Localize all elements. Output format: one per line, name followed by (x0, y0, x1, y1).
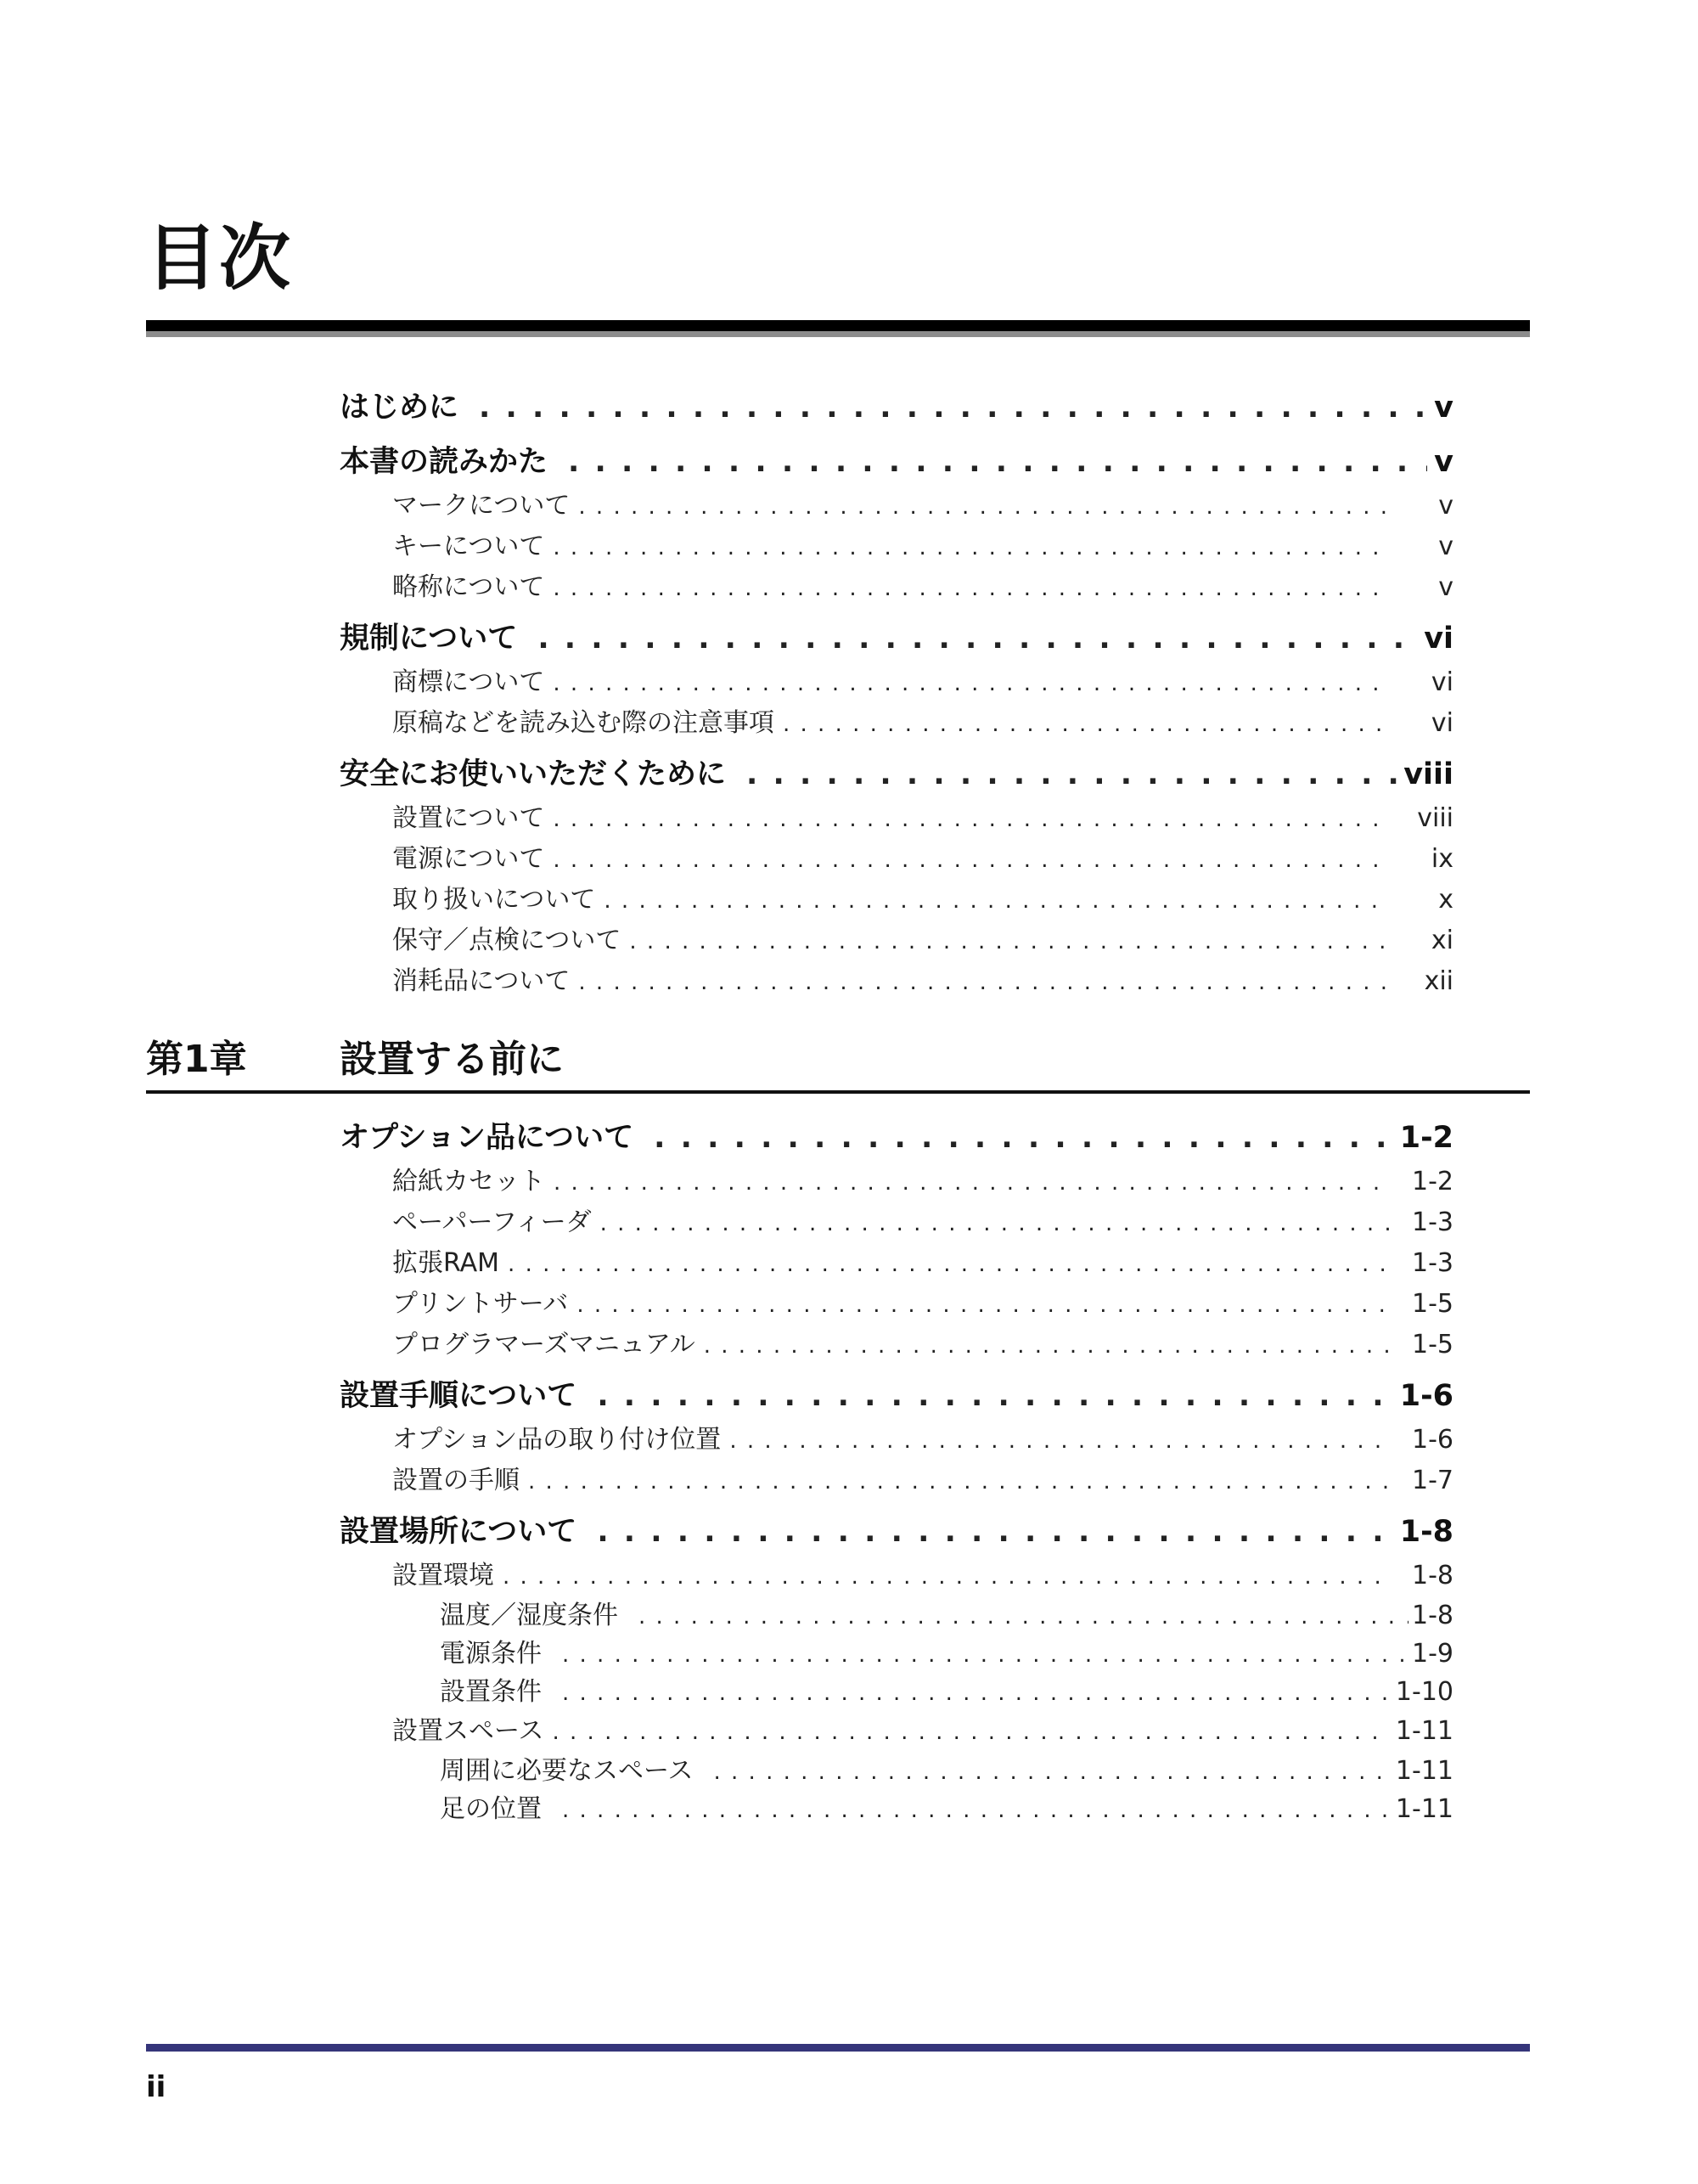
toc-subitem-title: 設置条件 (440, 1677, 542, 1707)
toc-item-page: xi (1431, 926, 1453, 955)
toc-item-page: 1-2 (1412, 1167, 1453, 1196)
toc-item-page: 1-6 (1412, 1425, 1453, 1455)
toc-item-page: x (1438, 885, 1453, 915)
toc-section-page: 1-6 (1399, 1379, 1453, 1413)
toc-section-title: 本書の読みかた (340, 445, 548, 479)
dot-leader (553, 840, 1391, 880)
dot-leader (537, 615, 1417, 662)
front-matter-toc (340, 384, 1453, 1002)
dot-leader (568, 438, 1427, 486)
toc-item-page: xii (1424, 966, 1453, 996)
toc-item-title: 原稿などを読み込む際の注意事項 (392, 708, 774, 738)
dot-leader (553, 568, 1391, 608)
dot-leader (704, 1326, 1391, 1365)
toc-section-title: 設置手順について (340, 1379, 577, 1413)
chapter-rule (146, 1090, 1530, 1094)
toc-item-title: 保守／点検について (392, 926, 621, 955)
toc-item-title: プリントサーバ (392, 1289, 569, 1319)
toc-subitem-title: 周囲に必要なスペース (440, 1756, 694, 1786)
toc-item[interactable] (340, 1162, 1453, 1202)
toc-subitem[interactable] (340, 1635, 1453, 1673)
section-gap (340, 1501, 1453, 1508)
toc-section-page: v (1434, 445, 1453, 479)
toc-subitem-page: 1-9 (1412, 1639, 1453, 1669)
dot-leader (553, 663, 1391, 703)
toc-item-page: vi (1431, 708, 1453, 738)
toc-subitem-page: 1-11 (1395, 1756, 1453, 1786)
toc-section[interactable] (340, 1372, 1453, 1420)
toc-item-page: 1-3 (1412, 1207, 1453, 1237)
dot-leader (638, 1598, 1408, 1635)
toc-subitem-page: 1-10 (1395, 1677, 1453, 1707)
toc-section-title: 設置場所について (340, 1515, 577, 1549)
toc-section[interactable] (340, 1508, 1453, 1556)
toc-item-title: 取り扱いについて (392, 885, 596, 915)
toc-section[interactable] (340, 438, 1453, 486)
toc-section-title: 安全にお使いいただくために (340, 757, 727, 791)
toc-section-page: v (1434, 391, 1453, 425)
title-rule (146, 320, 1530, 331)
toc-item-title: キーについて (392, 532, 545, 561)
dot-leader (600, 1203, 1391, 1243)
dot-leader (729, 1421, 1391, 1461)
toc-item-page: v (1438, 491, 1453, 521)
toc-item-page: v (1438, 532, 1453, 561)
toc-item[interactable] (340, 1202, 1453, 1243)
toc-item-title: 消耗品について (392, 966, 571, 996)
toc-item-page: v (1438, 572, 1453, 602)
toc-item-title: 給紙カセット (392, 1167, 545, 1196)
toc-item[interactable] (340, 1711, 1453, 1752)
toc-item-title: マークについて (392, 491, 571, 521)
dot-leader (508, 1244, 1391, 1284)
dot-leader (576, 1285, 1391, 1325)
toc-section-title: オプション品について (340, 1121, 634, 1155)
toc-item-title: 電源について (392, 844, 545, 874)
toc-subitem[interactable] (340, 1596, 1453, 1635)
toc-item-title: 設置について (392, 803, 545, 833)
dot-leader (562, 1675, 1392, 1711)
toc-subitem-title: 足の位置 (440, 1794, 542, 1824)
toc-item-page: 1-7 (1412, 1466, 1453, 1495)
toc-section[interactable] (340, 384, 1453, 431)
toc-item-title: 略称について (392, 572, 545, 602)
dot-leader (578, 962, 1391, 1002)
chapter-number: 第1章 (146, 1038, 247, 1081)
toc-item[interactable] (340, 1461, 1453, 1501)
toc-item-title: 拡張RAM (392, 1248, 500, 1278)
dot-leader (629, 921, 1391, 961)
toc-item[interactable] (340, 920, 1453, 961)
toc-section-page: 1-8 (1399, 1515, 1453, 1549)
toc-item[interactable] (340, 798, 1453, 839)
toc-section-page: viii (1403, 757, 1453, 791)
page-number: ii (146, 2070, 166, 2104)
dot-leader (562, 1792, 1392, 1828)
toc-item-title: 設置環境 (392, 1561, 494, 1590)
toc-subitem[interactable] (340, 1673, 1453, 1711)
dot-leader (597, 1372, 1392, 1420)
toc-item-title: 設置スペース (392, 1716, 544, 1746)
dot-leader (578, 487, 1391, 526)
dot-leader (528, 1461, 1391, 1501)
dot-leader (553, 1712, 1384, 1752)
toc-item[interactable] (340, 1243, 1453, 1284)
toc-item[interactable] (340, 1420, 1453, 1461)
toc-subitem-title: 温度／湿度条件 (440, 1601, 618, 1630)
toc-section-page: vi (1424, 622, 1453, 656)
dot-leader (714, 1753, 1392, 1790)
section-gap (340, 744, 1453, 751)
chapter-title: 設置する前に (340, 1038, 564, 1081)
toc-item[interactable] (340, 1556, 1453, 1596)
toc-item-title: オプション品の取り付け位置 (392, 1425, 722, 1455)
dot-leader (554, 1162, 1391, 1202)
toc-item-page: 1-8 (1412, 1561, 1453, 1590)
toc-item[interactable] (340, 567, 1453, 608)
toc-subitem[interactable] (340, 1790, 1453, 1828)
toc-item[interactable] (340, 1325, 1453, 1365)
dot-leader (562, 1636, 1408, 1673)
dot-leader (604, 881, 1391, 920)
toc-item-page: 1-11 (1395, 1716, 1453, 1746)
toc-subitem[interactable] (340, 1752, 1453, 1790)
section-gap (340, 608, 1453, 615)
footer-rule (146, 2044, 1530, 2052)
toc-subitem-title: 電源条件 (440, 1639, 542, 1669)
toc-section-page: 1-2 (1399, 1121, 1453, 1155)
section-gap (340, 1365, 1453, 1372)
section-gap (340, 431, 1453, 438)
toc-item[interactable] (340, 486, 1453, 526)
toc-section[interactable] (340, 615, 1453, 662)
toc-section-title: 規制について (340, 622, 518, 656)
toc-item-page: vi (1431, 667, 1453, 697)
toc-item[interactable] (340, 1284, 1453, 1325)
toc-section-title: はじめに (340, 391, 459, 425)
dot-leader (553, 799, 1391, 839)
toc-item-page: 1-5 (1412, 1289, 1453, 1319)
chapter-toc (340, 1114, 1453, 1828)
dot-leader (783, 704, 1391, 744)
dot-leader (503, 1556, 1391, 1596)
toc-item-title: プログラマーズマニュアル (392, 1330, 695, 1359)
toc-item[interactable] (340, 961, 1453, 1002)
toc-item-page: ix (1431, 844, 1453, 874)
toc-item-page: viii (1417, 803, 1453, 833)
toc-item[interactable] (340, 880, 1453, 920)
dot-leader (654, 1114, 1393, 1162)
toc-item[interactable] (340, 839, 1453, 880)
toc-subitem-page: 1-8 (1412, 1601, 1453, 1630)
toc-item[interactable] (340, 662, 1453, 703)
page-title: 目次 (146, 217, 293, 300)
toc-subitem-page: 1-11 (1395, 1794, 1453, 1824)
dot-leader (479, 384, 1427, 431)
toc-item-title: 商標について (392, 667, 545, 697)
dot-leader (746, 751, 1397, 798)
dot-leader (553, 527, 1391, 567)
toc-item-title: 設置の手順 (392, 1466, 520, 1495)
toc-item[interactable] (340, 703, 1453, 744)
toc-item-title: ペーパーフィーダ (392, 1207, 592, 1237)
toc-item-page: 1-5 (1412, 1330, 1453, 1359)
toc-item-page: 1-3 (1412, 1248, 1453, 1278)
title-rule-shadow (146, 331, 1530, 337)
dot-leader (597, 1508, 1392, 1556)
toc-item[interactable] (340, 526, 1453, 567)
toc-section[interactable] (340, 1114, 1453, 1162)
toc-section[interactable] (340, 751, 1453, 798)
